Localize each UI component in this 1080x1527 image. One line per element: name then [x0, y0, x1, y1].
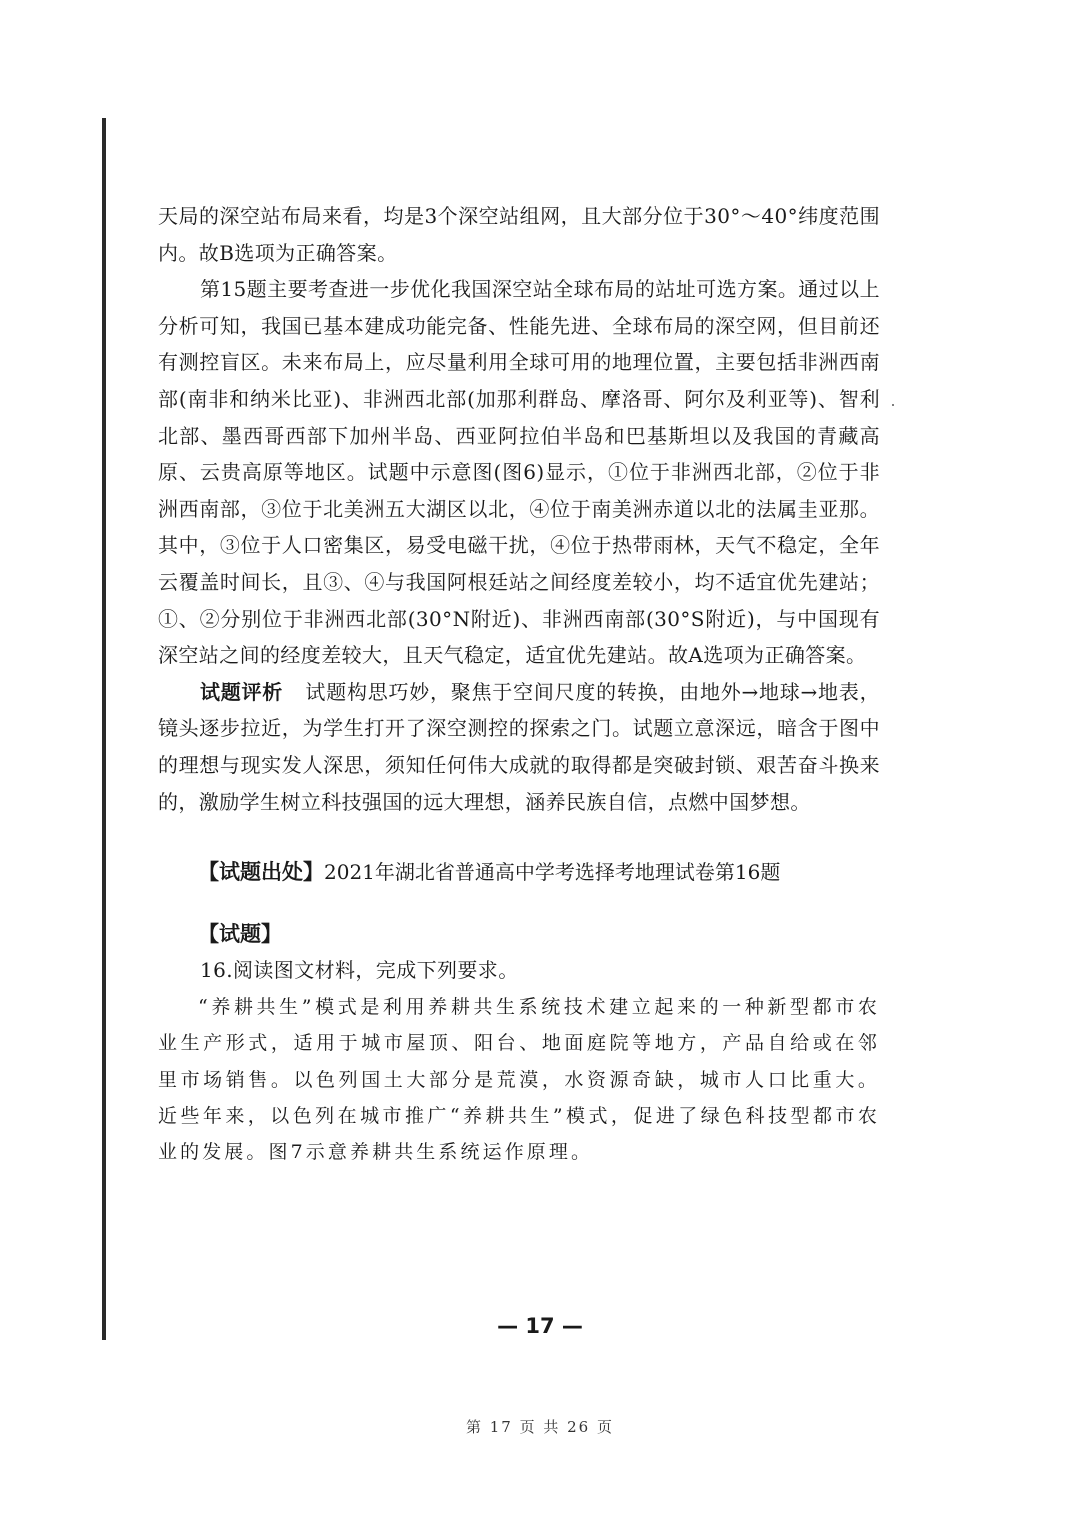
page-number: — 17 — [497, 1314, 583, 1338]
page-footer: 第 17 页 共 26 页 [465, 1418, 614, 1436]
document-body [158, 198, 880, 1171]
continuation-paragraph: 天局的深空站布局来看，均是3个深空站组网，且大部分位于30°～40°纬度范围内。故B选项为正确答案。 [158, 204, 880, 265]
question-line: 16.阅读图文材料，完成下列要求。 [200, 958, 519, 983]
analysis-label: 试题评析 [200, 679, 284, 704]
source-label: 【试题出处】 [198, 860, 324, 885]
binding-line [102, 118, 106, 1340]
analysis-paragraph [158, 674, 880, 820]
question-label: 【试题】 [198, 922, 282, 947]
q15-explanation-paragraph: 第15题主要考查进一步优化我国深空站全球布局的站址可选方案。通过以上分析可知，我国已基本建成功能完备、性能先进、全球布局的深空网，但目前还有测控盲区。未来布局上，应尽量利用全球可用的地理位置，主要包括非洲西南部(南非和纳米比亚)、非洲西北部(加那利群岛、摩洛哥、阿尔及利亚等)、智利北部、墨西哥西部下加州半岛、西亚阿拉伯半岛和巴基斯坦以及我国的青藏高原、云贵高原等地区。试题中示意图(图6)显示，①位于非洲西北部，②位于非洲西南部，③位于北美洲五大湖区以北，④位于南美洲赤道以北的法属圭亚那。其中，③位于人口密集区，易受电磁干扰，④位于热带雨林，天气不稳定，全年云覆盖时间长，且③、④与我国阿根廷站之间经度差较小，均不适宜优先建站；①、②分别位于非洲西北部(30°N附近)、非洲西南部(30°S附近)，与中国现有深空站之间的经度差较大，且天气稳定，适宜优先建站。故A选项为正确答案。 [158, 277, 880, 668]
material-paragraph: “养耕共生”模式是利用养耕共生系统技术建立起来的一种新型都市农业生产形式，适用于城市屋顶、阳台、地面庭院等地方，产品自给或在邻里市场销售。以色列国土大部分是荒漠，水资源奇缺，城市人口比重大。近些年来，以色列在城市推广“养耕共生”模式，促进了绿色科技型都市农业的发展。图7示意养耕共生系统运作原理。 [158, 995, 880, 1164]
question-heading [158, 916, 880, 952]
analysis-text: 试题构思巧妙，聚焦于空间尺度的转换，由地外→地球→地表，镜头逐步拉近，为学生打开了深空测控的探索之门。试题立意深远，暗含于图中的理想与现实发人深思，须知任何伟大成就的取得都是突破封锁、艰苦奋斗换来的，激励学生树立科技强国的远大理想，涵养民族自信，点燃中国梦想。 [158, 679, 880, 814]
source-heading [158, 854, 880, 890]
scan-speck [892, 404, 894, 406]
source-text: 2021年湖北省普通高中学考选择考地理试卷第16题 [324, 860, 781, 885]
